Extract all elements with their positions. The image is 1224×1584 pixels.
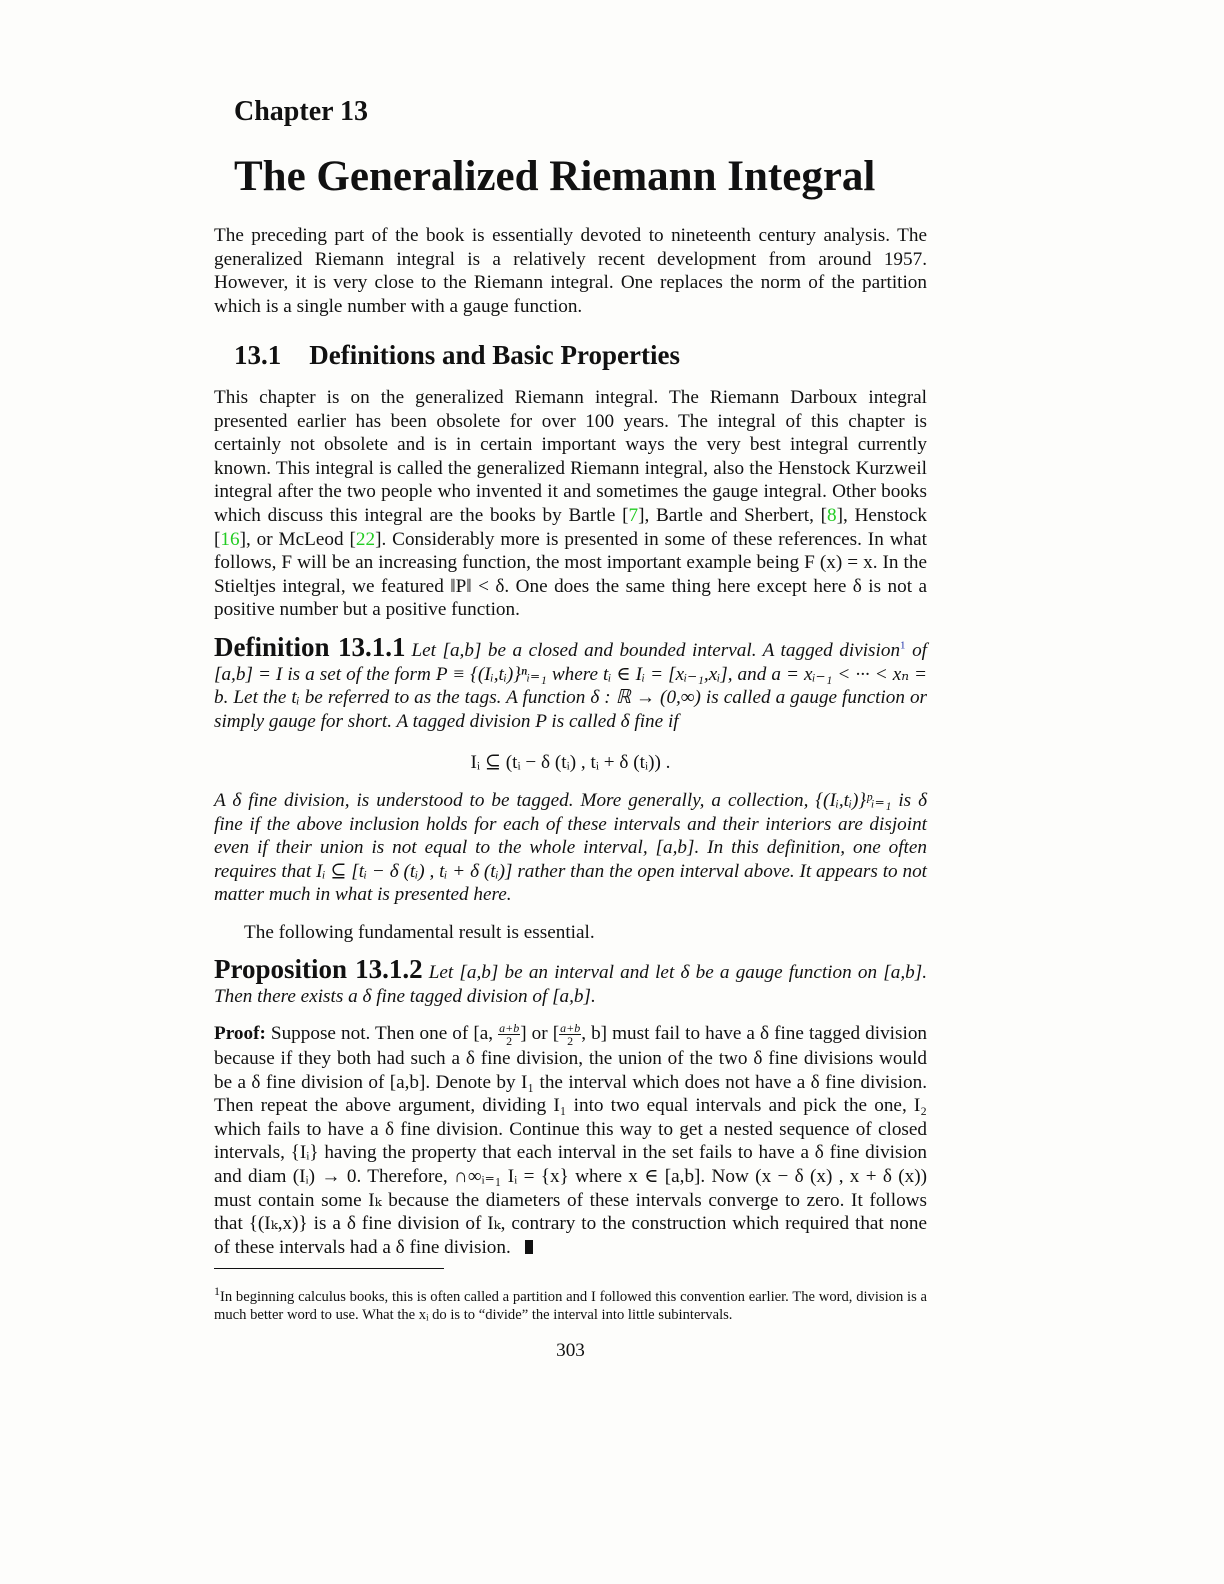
section-body: This chapter is on the generalized Riemann integral. The Riemann Darboux integral presented earlier has been obsolete for over 100 years. The integral of this chapter is certainly not obsolete and is in certain important ways the very best integral currently known. This integral is called the generalized Riemann integral, also the Henstock Kurzweil integral after the two people who invented it and sometimes the gauge integral. Other books which discuss this integral are the books by Bartle [7], Bartle and Sherbert, [8], Henstock [16], or McLeod [22]. Considerably more is presented in some of these references. In what follows, F will be an increasing function, the most important example being F (x) = x. In the Stieltjes integral, we featured ‖P‖ < δ. One does the same thing here except here δ is not a positive number but a positive function.: [214, 387, 928, 621]
definition-heading: Definition 13.1.1: [214, 632, 406, 662]
proof-block: [214, 1022, 927, 1259]
body-text: This chapter is on the generalized Riemann integral. The Riemann Darboux integral presented earlier has been obsolete for over 100 years. The integral of this chapter is certainly not obsolete and is in certain important ways the very best integral currently known. This integral is called the generalized Riemann integral, also the Henstock Kurzweil integral after the two people who invented it and sometimes the gauge integral. Other books which discuss this integral are the books by Bartle: [214, 387, 927, 526]
transition-text: The following fundamental result is essential.: [244, 922, 595, 943]
definition-text: Let [a,b] be a closed and bounded interval. A tagged division: [411, 640, 901, 661]
body-text: . Considerably more is presented in some of these references. In what follows, F will be an increasing function, the most important example being F (x) = x. In the Stieltjes integral, we featured ‖P‖ < δ. One does the same thing here except here δ is not a positive number but a positive function.: [214, 528, 927, 621]
qed-square-icon: [525, 1240, 533, 1254]
citation-link[interactable]: 7: [628, 504, 639, 526]
proof-text: Suppose not. Then one of [a,: [270, 1023, 499, 1044]
definition-text: of [a,b] = I is a set of the form P ≡ {(Iᵢ,tᵢ)}ⁿᵢ₌₁ where tᵢ ∈ Iᵢ = [xᵢ₋₁,xᵢ], and a = xᵢ₋₁ < ··· < xₙ = b. Let the tᵢ be referred to as the tags. A function δ : ℝ → (0,∞) is called a gauge function or simply gauge for short. A tagged division P is called δ fine if: [214, 640, 927, 732]
citation-link[interactable]: 22: [355, 528, 376, 550]
definition-continuation: A δ fine division, is understood to be tagged. More generally, a collection, {(Iᵢ,tᵢ)}ᵖᵢ₌₁ is δ fine if the above inclusion holds for each of these intervals and their interiors are disjoint even if their union is not equal to the whole interval, [a,b]. In this definition, one often requires that Iᵢ ⊆ [tᵢ − δ (tᵢ) , tᵢ + δ (tᵢ)] rather than the open interval above. It appears to not matter much in what is presented here.: [214, 790, 927, 906]
display-equation: Iᵢ ⊆ (tᵢ − δ (tᵢ) , tᵢ + δ (tᵢ)) .: [470, 752, 671, 773]
chapter-title: The Generalized Riemann Integral: [234, 153, 876, 200]
definition-block: [214, 632, 927, 733]
proof-text: ] or [: [520, 1023, 560, 1044]
section-number: 13.1: [234, 340, 282, 370]
footnote-ref-link[interactable]: 1: [900, 639, 906, 652]
body-text: , Henstock: [843, 504, 928, 526]
proposition-heading: Proposition 13.1.2: [214, 954, 423, 984]
fraction: $\frac{a+b}{2}$: [499, 1021, 520, 1049]
footnote-marker: 1: [214, 1283, 220, 1298]
proof-text: , b] must fail to have a δ fine tagged division because if they both had such a δ fine division, the union of the two δ fine divisions would be a δ fine division of [a,b]. Denote by I₁ the interval which does not have a δ fine division. Then repeat the above argument, dividing I₁ into two equal intervals and pick the one, I₂ which fails to have a δ fine division. Continue this way to get a nested sequence of closed intervals, {Iᵢ} having the property that each interval in the set fails to have a δ fine division and diam (Iᵢ) → 0. Therefore, ∩∞ᵢ₌₁ Iᵢ = {x} where x ∈ [a,b]. Now (x − δ (x) , x + δ (x)) must contain some Iₖ because the diameters of these intervals converge to zero. It follows that {(Iₖ,x)} is a δ fine division of Iₖ, contrary to the construction which required that none of these intervals had a δ fine division.: [214, 1023, 928, 1258]
citation-link[interactable]: 8: [827, 504, 837, 526]
section-title: Definitions and Basic Properties: [309, 340, 680, 370]
footnote-divider: [214, 1268, 444, 1269]
chapter-label: Chapter 13: [234, 96, 369, 127]
fraction: $\frac{a+b}{2}$: [560, 1021, 581, 1049]
proposition-block: [214, 954, 927, 1008]
citation-link[interactable]: 16: [220, 528, 240, 550]
footnote: [214, 1283, 927, 1324]
section-heading: [234, 340, 680, 371]
body-text: , Bartle and Sherbert,: [644, 504, 821, 526]
proposition-text: Let [a,b] be an interval and let δ be a gauge function on [a,b]. Then there exists a δ fine tagged division of [a,b].: [214, 962, 927, 1007]
footnote-text: In beginning calculus books, this is often called a partition and I followed this convention earlier. The word, division is a much better word to use. What the xᵢ do is to “divide” the interval into little subintervals.: [214, 1288, 927, 1323]
intro-paragraph: The preceding part of the book is essentially devoted to nineteenth century analysis. The generalized Riemann integral is a relatively recent development from around 1957. However, it is very close to the Riemann integral. One replaces the norm of the partition which is a single number with a gauge function.: [214, 225, 927, 317]
proof-label: Proof:: [214, 1023, 266, 1044]
page-number: 303: [556, 1340, 585, 1361]
body-text: , or McLeod: [245, 528, 350, 550]
